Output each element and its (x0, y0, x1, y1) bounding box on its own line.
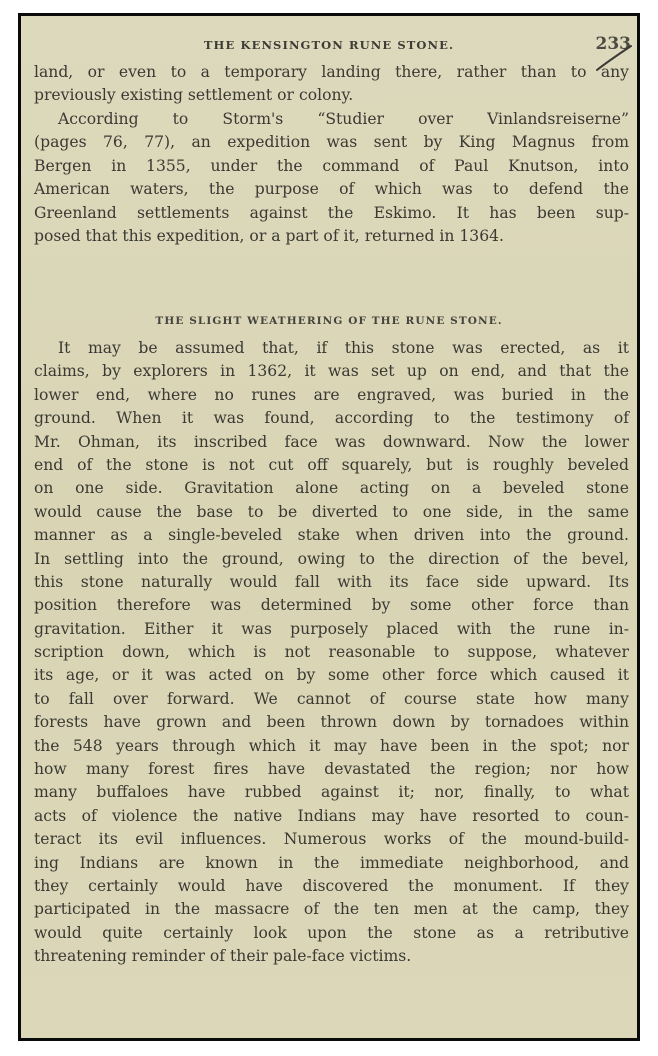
text-line: threatening reminder of their pale-face victims. (34, 947, 412, 966)
paragraph-storm-expedition (34, 108, 629, 248)
text-line: previously existing settlement or colony. (34, 86, 354, 105)
running-title: THE KENSINGTON RUNE STONE. (203, 38, 455, 52)
text-line: According to Storm's “Studier over Vinlandsreiserne” (58, 110, 629, 128)
text-line: Mr. Ohman, its inscribed face was downward. Now the lower (34, 432, 629, 451)
text-line: land, or even to a temporary landing there, rather than to any (34, 63, 629, 81)
text-line: how many forest fires have devastated the region; nor how (34, 760, 629, 779)
text-line: scription down, which is not reasonable to suppose, whatever (34, 643, 629, 662)
text-line: the 548 years through which it may have been in the spot; nor (34, 736, 629, 755)
text-line: teract its evil influences. Numerous works of the mound-build- (34, 830, 629, 849)
text-line: posed that this expedition, or a part of it, returned in 1364. (34, 226, 505, 245)
paragraph-weathering (34, 337, 629, 969)
text-line: many buffaloes have rubbed against it; nor, finally, to what (34, 783, 629, 802)
text-line: gravitation. Either it was purposely placed with the rune in- (34, 619, 629, 638)
text-line: end of the stone is not cut off squarely, but is roughly beveled (34, 455, 629, 474)
text-line: lower end, where no runes are engraved, was buried in the (34, 385, 629, 404)
text-line: forests have grown and been thrown down by tornadoes within (34, 713, 629, 732)
text-line: to fall over forward. We cannot of course state how many (34, 689, 629, 708)
text-line: In settling into the ground, owing to the direction of the bevel, (34, 549, 629, 568)
scanned-book-page (18, 13, 640, 1041)
text-line: acts of violence the native Indians may have resorted to coun- (34, 806, 629, 825)
text-line: It may be assumed that, if this stone was erected, as it (58, 339, 629, 357)
text-line: ground. When it was found, according to the testimony of (34, 409, 629, 428)
text-line: its age, or it was acted on by some other force which caused it (34, 666, 629, 685)
text-line: would cause the base to be diverted to one side, in the same (34, 502, 629, 521)
page-number: 233 (595, 34, 631, 54)
text-line: on one side. Gravitation alone acting on a beveled stone (34, 479, 629, 498)
text-line: ing Indians are known in the immediate neighborhood, and (34, 853, 629, 872)
text-line: participated in the massacre of the ten men at the camp, they (34, 900, 629, 919)
text-line: American waters, the purpose of which was to defend the (34, 180, 629, 199)
text-line: Greenland settlements against the Eskimo. It has been sup- (34, 203, 629, 222)
text-line: this stone naturally would fall with its face side upward. Its (34, 572, 629, 591)
running-header (21, 36, 637, 60)
section-heading: THE SLIGHT WEATHERING OF THE RUNE STONE. (155, 315, 503, 327)
text-line: position therefore was determined by some other force than (34, 596, 629, 615)
text-line: they certainly would have discovered the monument. If they (34, 876, 629, 895)
paragraph-continuation (34, 61, 629, 108)
text-line: manner as a single-beveled stake when driven into the ground. (34, 526, 629, 545)
text-line: claims, by explorers in 1362, it was set up on end, and that the (34, 362, 629, 381)
text-line: would quite certainly look upon the stone as a retributive (34, 923, 629, 942)
text-line: Bergen in 1355, under the command of Paul Knutson, into (34, 156, 629, 175)
text-line: (pages 76, 77), an expedition was sent by King Magnus from (34, 133, 629, 152)
